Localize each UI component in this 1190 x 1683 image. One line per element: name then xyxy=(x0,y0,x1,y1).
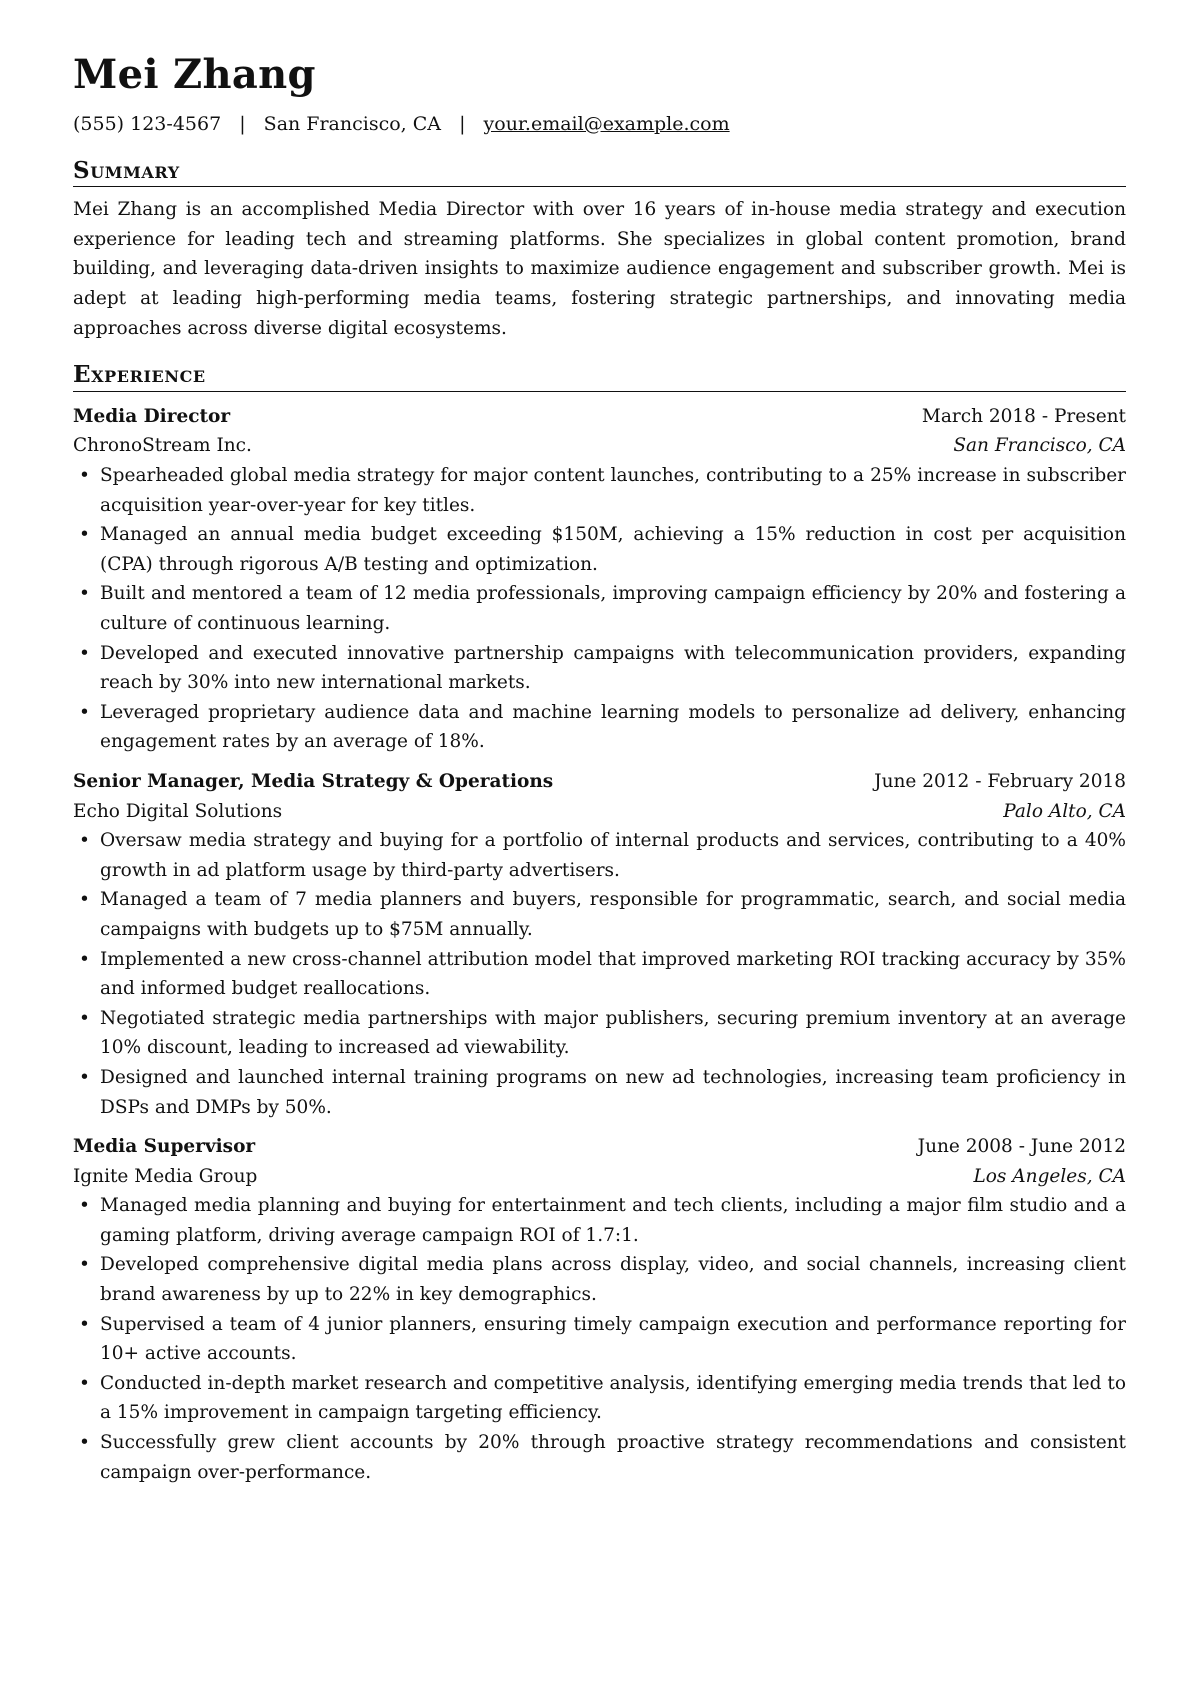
job-title: Senior Manager, Media Strategy & Operations xyxy=(73,770,554,792)
list-item xyxy=(73,1428,1126,1487)
list-item xyxy=(73,885,1126,944)
list-item xyxy=(73,520,1126,579)
list-item xyxy=(73,945,1126,1004)
bullet-icon: • xyxy=(79,701,90,723)
bullet-text: Oversaw media strategy and buying for a portfolio of internal products and services, contributing to a 40% growth in ad platform usage by third-party advertisers. xyxy=(100,830,1126,881)
job-dates: June 2012 - February 2018 xyxy=(874,770,1126,792)
bullet-icon: • xyxy=(79,1066,90,1088)
contact-location: San Francisco, CA xyxy=(263,113,442,135)
job-bullet-list xyxy=(73,826,1126,1122)
job-title: Media Director xyxy=(73,405,231,427)
list-item xyxy=(73,1369,1126,1428)
job-location: San Francisco, CA xyxy=(953,435,1126,457)
bullet-icon: • xyxy=(79,583,90,605)
list-item xyxy=(73,1250,1126,1309)
job-title: Media Supervisor xyxy=(73,1136,256,1158)
bullet-text: Designed and launched internal training programs on new ad technologies, increasing team proficiency in DSPs and DMPs by 50%. xyxy=(100,1066,1126,1118)
job-company: ChronoStream Inc. xyxy=(73,435,252,457)
list-item xyxy=(73,461,1126,520)
job-bullet-list xyxy=(73,461,1126,757)
bullet-icon: • xyxy=(79,1007,90,1029)
bullet-text: Built and mentored a team of 12 media professionals, improving campaign efficiency by 20% and fostering a culture of continuous learning. xyxy=(100,583,1126,634)
experience-heading: Experience xyxy=(73,361,1126,392)
list-item xyxy=(73,1310,1126,1369)
bullet-icon: • xyxy=(79,889,90,911)
job-location: Palo Alto, CA xyxy=(1003,800,1126,822)
bullet-icon: • xyxy=(79,642,90,664)
bullet-icon: • xyxy=(79,1372,90,1394)
job-entry xyxy=(73,1132,1126,1487)
job-company-row xyxy=(73,431,1126,461)
job-company-row xyxy=(73,1162,1126,1192)
bullet-icon: • xyxy=(79,1254,90,1276)
job-entry xyxy=(73,767,1126,1122)
list-item xyxy=(73,698,1126,757)
bullet-icon: • xyxy=(79,1313,90,1335)
job-header-row xyxy=(73,1132,1126,1162)
bullet-text: Conducted in-depth market research and competitive analysis, identifying emerging media trends that led to a 15% improvement in campaign targeting efficiency. xyxy=(100,1372,1126,1424)
job-header-row xyxy=(73,402,1126,432)
bullet-text: Successfully grew client accounts by 20% through proactive strategy recommendations and consistent campaign over-performance. xyxy=(100,1432,1126,1483)
bullet-text: Managed an annual media budget exceeding $150M, achieving a 15% reduction in cost per acquisition (CPA) through rigorous A/B testing and optimization. xyxy=(100,524,1126,575)
list-item xyxy=(73,1063,1126,1122)
bullet-text: Implemented a new cross-channel attribution model that improved marketing ROI tracking accuracy by 35% and informed budget reallocations. xyxy=(100,948,1126,1000)
candidate-name: Mei Zhang xyxy=(73,51,316,98)
list-item xyxy=(73,1004,1126,1063)
bullet-text: Developed comprehensive digital media plans across display, video, and social channels, increasing client brand awareness by up to 22% in key demographics. xyxy=(100,1254,1126,1306)
bullet-text: Leveraged proprietary audience data and machine learning models to personalize ad delivery, enhancing engagement rates by an average of 18%. xyxy=(100,701,1126,753)
summary-text: Mei Zhang is an accomplished Media Director with over 16 years of in-house media strategy and execution experience for leading tech and streaming platforms. She specializes in global content promotion, brand building, and leveraging data-driven insights to maximize audience engagement and subscriber growth. Mei is adept at leading high-performing media teams, fostering strategic partnerships, and innovating media approaches across diverse digital ecosystems. xyxy=(73,199,1126,339)
list-item xyxy=(73,826,1126,885)
job-location: Los Angeles, CA xyxy=(973,1165,1126,1187)
job-dates: March 2018 - Present xyxy=(921,405,1126,427)
summary-heading: Summary xyxy=(73,157,1126,188)
phone-number: (555) 123-4567 xyxy=(73,113,222,135)
bullet-text: Negotiated strategic media partnerships with major publishers, securing premium inventory at an average 10% discount, leading to increased ad viewability. xyxy=(100,1007,1126,1059)
bullet-icon: • xyxy=(79,524,90,546)
bullet-icon: • xyxy=(79,1432,90,1454)
job-entry xyxy=(73,402,1126,757)
email-link[interactable]: your.email@example.com xyxy=(483,113,730,135)
bullet-icon: • xyxy=(79,465,90,487)
job-header-row xyxy=(73,767,1126,797)
bullet-icon: • xyxy=(79,830,90,852)
bullet-icon: • xyxy=(79,948,90,970)
contact-separator: | xyxy=(459,113,466,135)
list-item xyxy=(73,639,1126,698)
bullet-text: Supervised a team of 4 junior planners, ensuring timely campaign execution and performance reporting for 10+ active accounts. xyxy=(100,1313,1126,1365)
list-item xyxy=(73,579,1126,638)
job-dates: June 2008 - June 2012 xyxy=(917,1136,1126,1158)
resume-page xyxy=(73,52,1126,1487)
list-item xyxy=(73,1191,1126,1250)
bullet-text: Managed media planning and buying for entertainment and tech clients, including a major film studio and a gaming platform, driving average campaign ROI of 1.7:1. xyxy=(100,1195,1126,1246)
bullet-text: Spearheaded global media strategy for major content launches, contributing to a 25% increase in subscriber acquisition year-over-year for key titles. xyxy=(100,465,1126,516)
job-company-row xyxy=(73,797,1126,827)
job-bullet-list xyxy=(73,1191,1126,1487)
job-company: Ignite Media Group xyxy=(73,1165,258,1187)
contact-line xyxy=(73,112,1126,137)
bullet-text: Developed and executed innovative partnership campaigns with telecommunication providers, expanding reach by 30% into new international markets. xyxy=(100,642,1126,694)
contact-separator: | xyxy=(239,113,246,135)
bullet-icon: • xyxy=(79,1195,90,1217)
bullet-text: Managed a team of 7 media planners and buyers, responsible for programmatic, search, and social media campaigns with budgets up to $75M annually. xyxy=(100,889,1126,940)
job-company: Echo Digital Solutions xyxy=(73,800,283,822)
